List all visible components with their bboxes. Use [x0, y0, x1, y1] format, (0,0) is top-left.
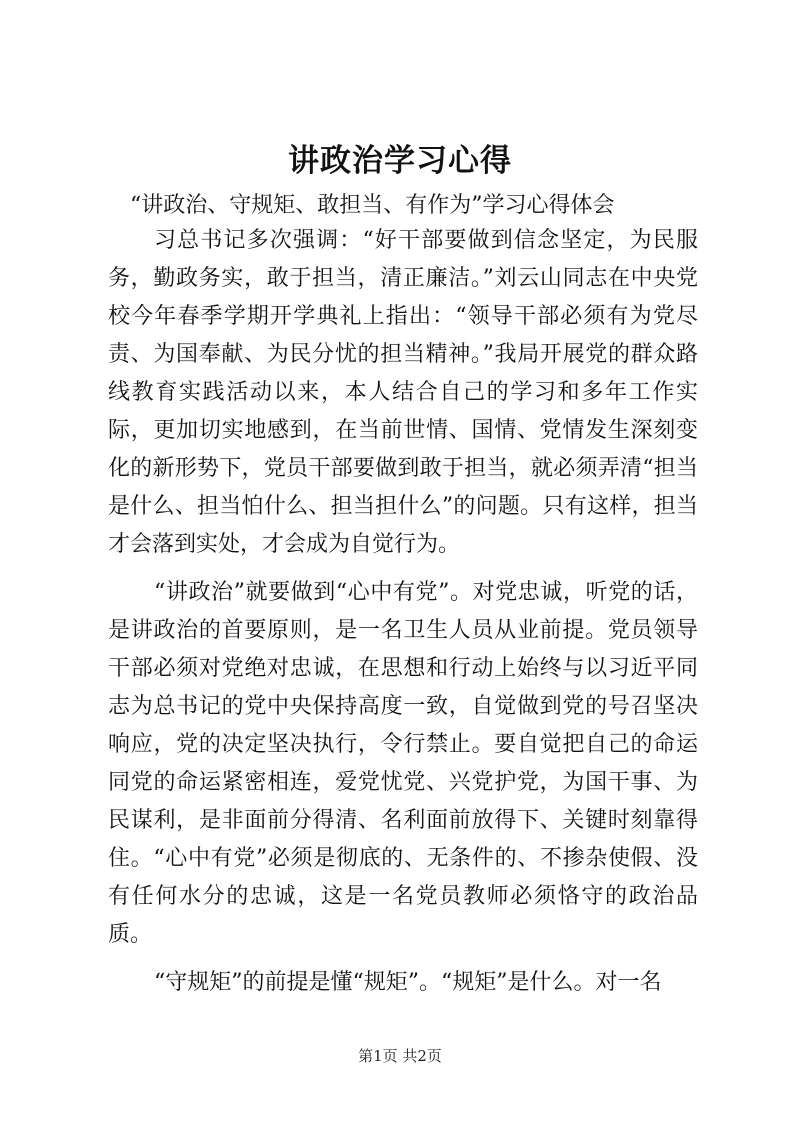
document-subtitle: “讲政治、守规矩、敢担当、有作为”学习心得体会 — [130, 193, 615, 218]
body-paragraph-1: 习总书记多次强调：“好干部要做到信念坚定，为民服务，勤政务实，敢于担当，清正廉洁。”刘云山同志在中央党校今年春季学期开学典礼上指出：“领导干部必须有为党尽责、为国奉献、为民分忧的担当精神。”我局开展党的群众路线教育实践活动以来，本人结合自己的学习和多年工作实际，更加切实地感到，在当前世情、国情、党情发生深刻变化的新形势下，党员干部要做到敢于担当，就必须弄清“担当是什么、担当怕什么、担当担什么”的问题。只有这样，担当才会落到实处，才会成为自觉行为。 — [108, 228, 698, 557]
document-title: 讲政治学习心得 — [288, 143, 512, 179]
body-paragraph-2: “讲政治”就要做到“心中有党”。对党忠诚，听党的话，是讲政治的首要原则，是一名卫生人员从业前提。党员领导干部必须对党绝对忠诚，在思想和行动上始终与以习近平同志为总书记的党中央保持高度一致，自觉做到党的号召坚决响应，党的决定坚决执行，令行禁止。要自觉把自己的命运同党的命运紧密相连，爱党忧党、兴党护党，为国干事、为民谋利，是非面前分得清、名利面前放得下、关键时刻靠得住。“心中有党”必须是彻底的、无条件的、不掺杂使假、没有任何水分的忠诚，这是一名党员教师必须恪守的政治品质。 — [108, 580, 698, 947]
page-footer: 第1页 共2页 — [358, 1047, 442, 1065]
body-paragraph-3: “守规矩”的前提是懂“规矩”。“规矩”是什么。对一名 — [154, 970, 662, 995]
document-body — [108, 222, 698, 1002]
